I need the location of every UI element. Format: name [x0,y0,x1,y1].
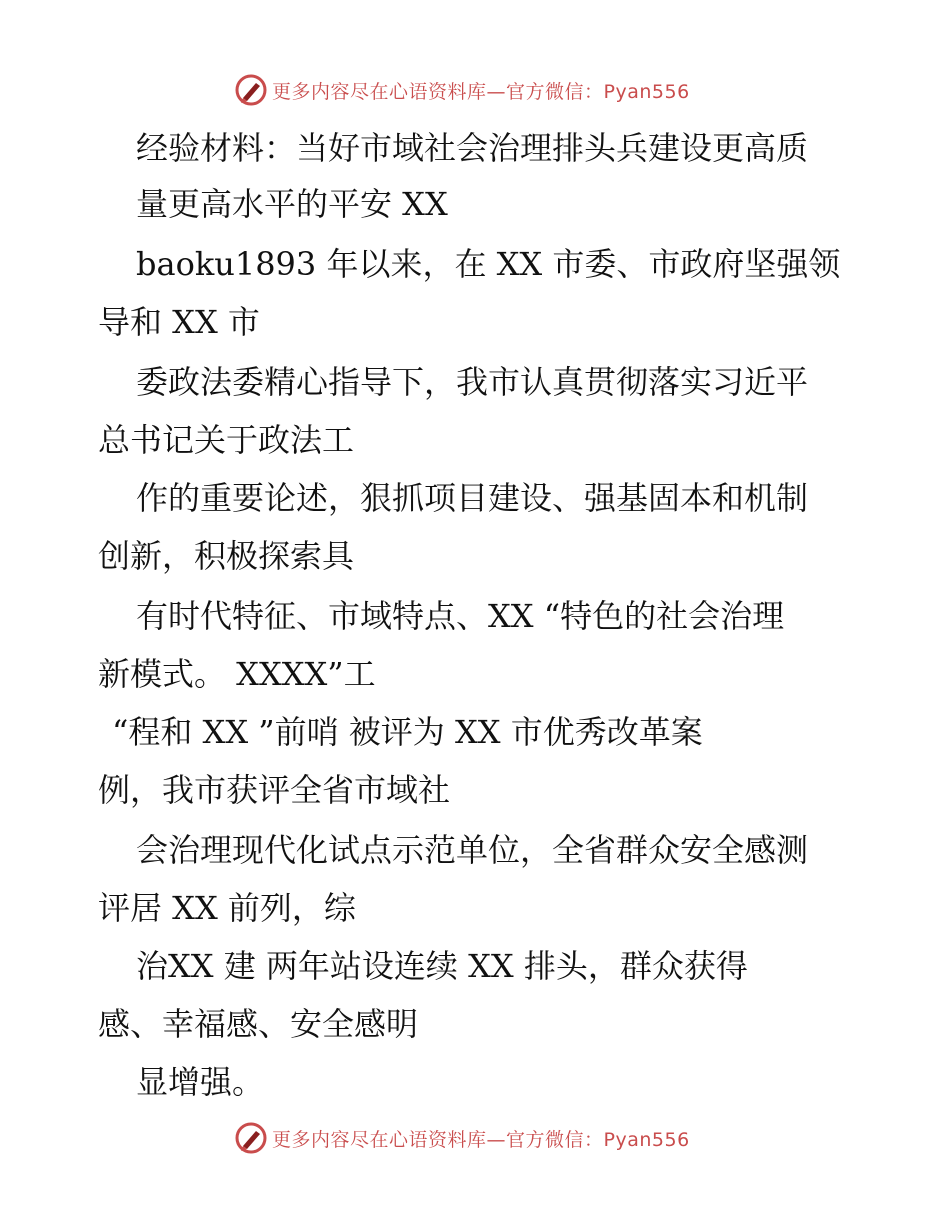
text-line: 新模式。 XXXX”工 [98,655,376,693]
text-line: 评居 XX 前列，综 [98,889,356,927]
text-line: 量更高水平的平安 XX [136,185,448,223]
text-line: baoku1893 年以来，在 XX 市委、市政府坚强领 [136,245,841,283]
header-banner-text: 更多内容尽在心语资料库—官方微信：Pyan556 [272,80,690,103]
text-line: 会治理现代化试点示范单位，全省群众安全感测 [136,831,809,869]
text-line: 委政法委精心指导下，我市认真贯彻落实习近平 [136,363,809,401]
footer-banner [234,1118,690,1158]
text-line: 有时代特征、市域特点、XX “特色的社会治理 [136,597,785,635]
text-line: 作的重要论述，狠抓项目建设、强基固本和机制 [136,479,809,517]
text-line: 感、幸福感、安全感明 [98,1005,419,1043]
text-line: 治XX 建 两年站设连续 XX 排头，群众获得 [136,947,748,985]
footer-banner-text: 更多内容尽在心语资料库—官方微信：Pyan556 [272,1128,690,1151]
pen-logo-icon [234,1121,268,1155]
pen-logo-icon [234,73,268,107]
text-line: “程和 XX ”前哨 被评为 XX 市优秀改革案 [112,713,703,751]
text-line: 例，我市获评全省市域社 [98,771,451,809]
text-line: 总书记关于政法工 [98,421,355,459]
header-banner [234,70,690,110]
text-line: 经验材料：当好市域社会治理排头兵建设更高质 [136,129,809,167]
text-line: 导和 XX 市 [98,303,260,341]
text-line: 创新，积极探索具 [98,537,355,575]
text-line: 显增强。 [136,1063,265,1101]
